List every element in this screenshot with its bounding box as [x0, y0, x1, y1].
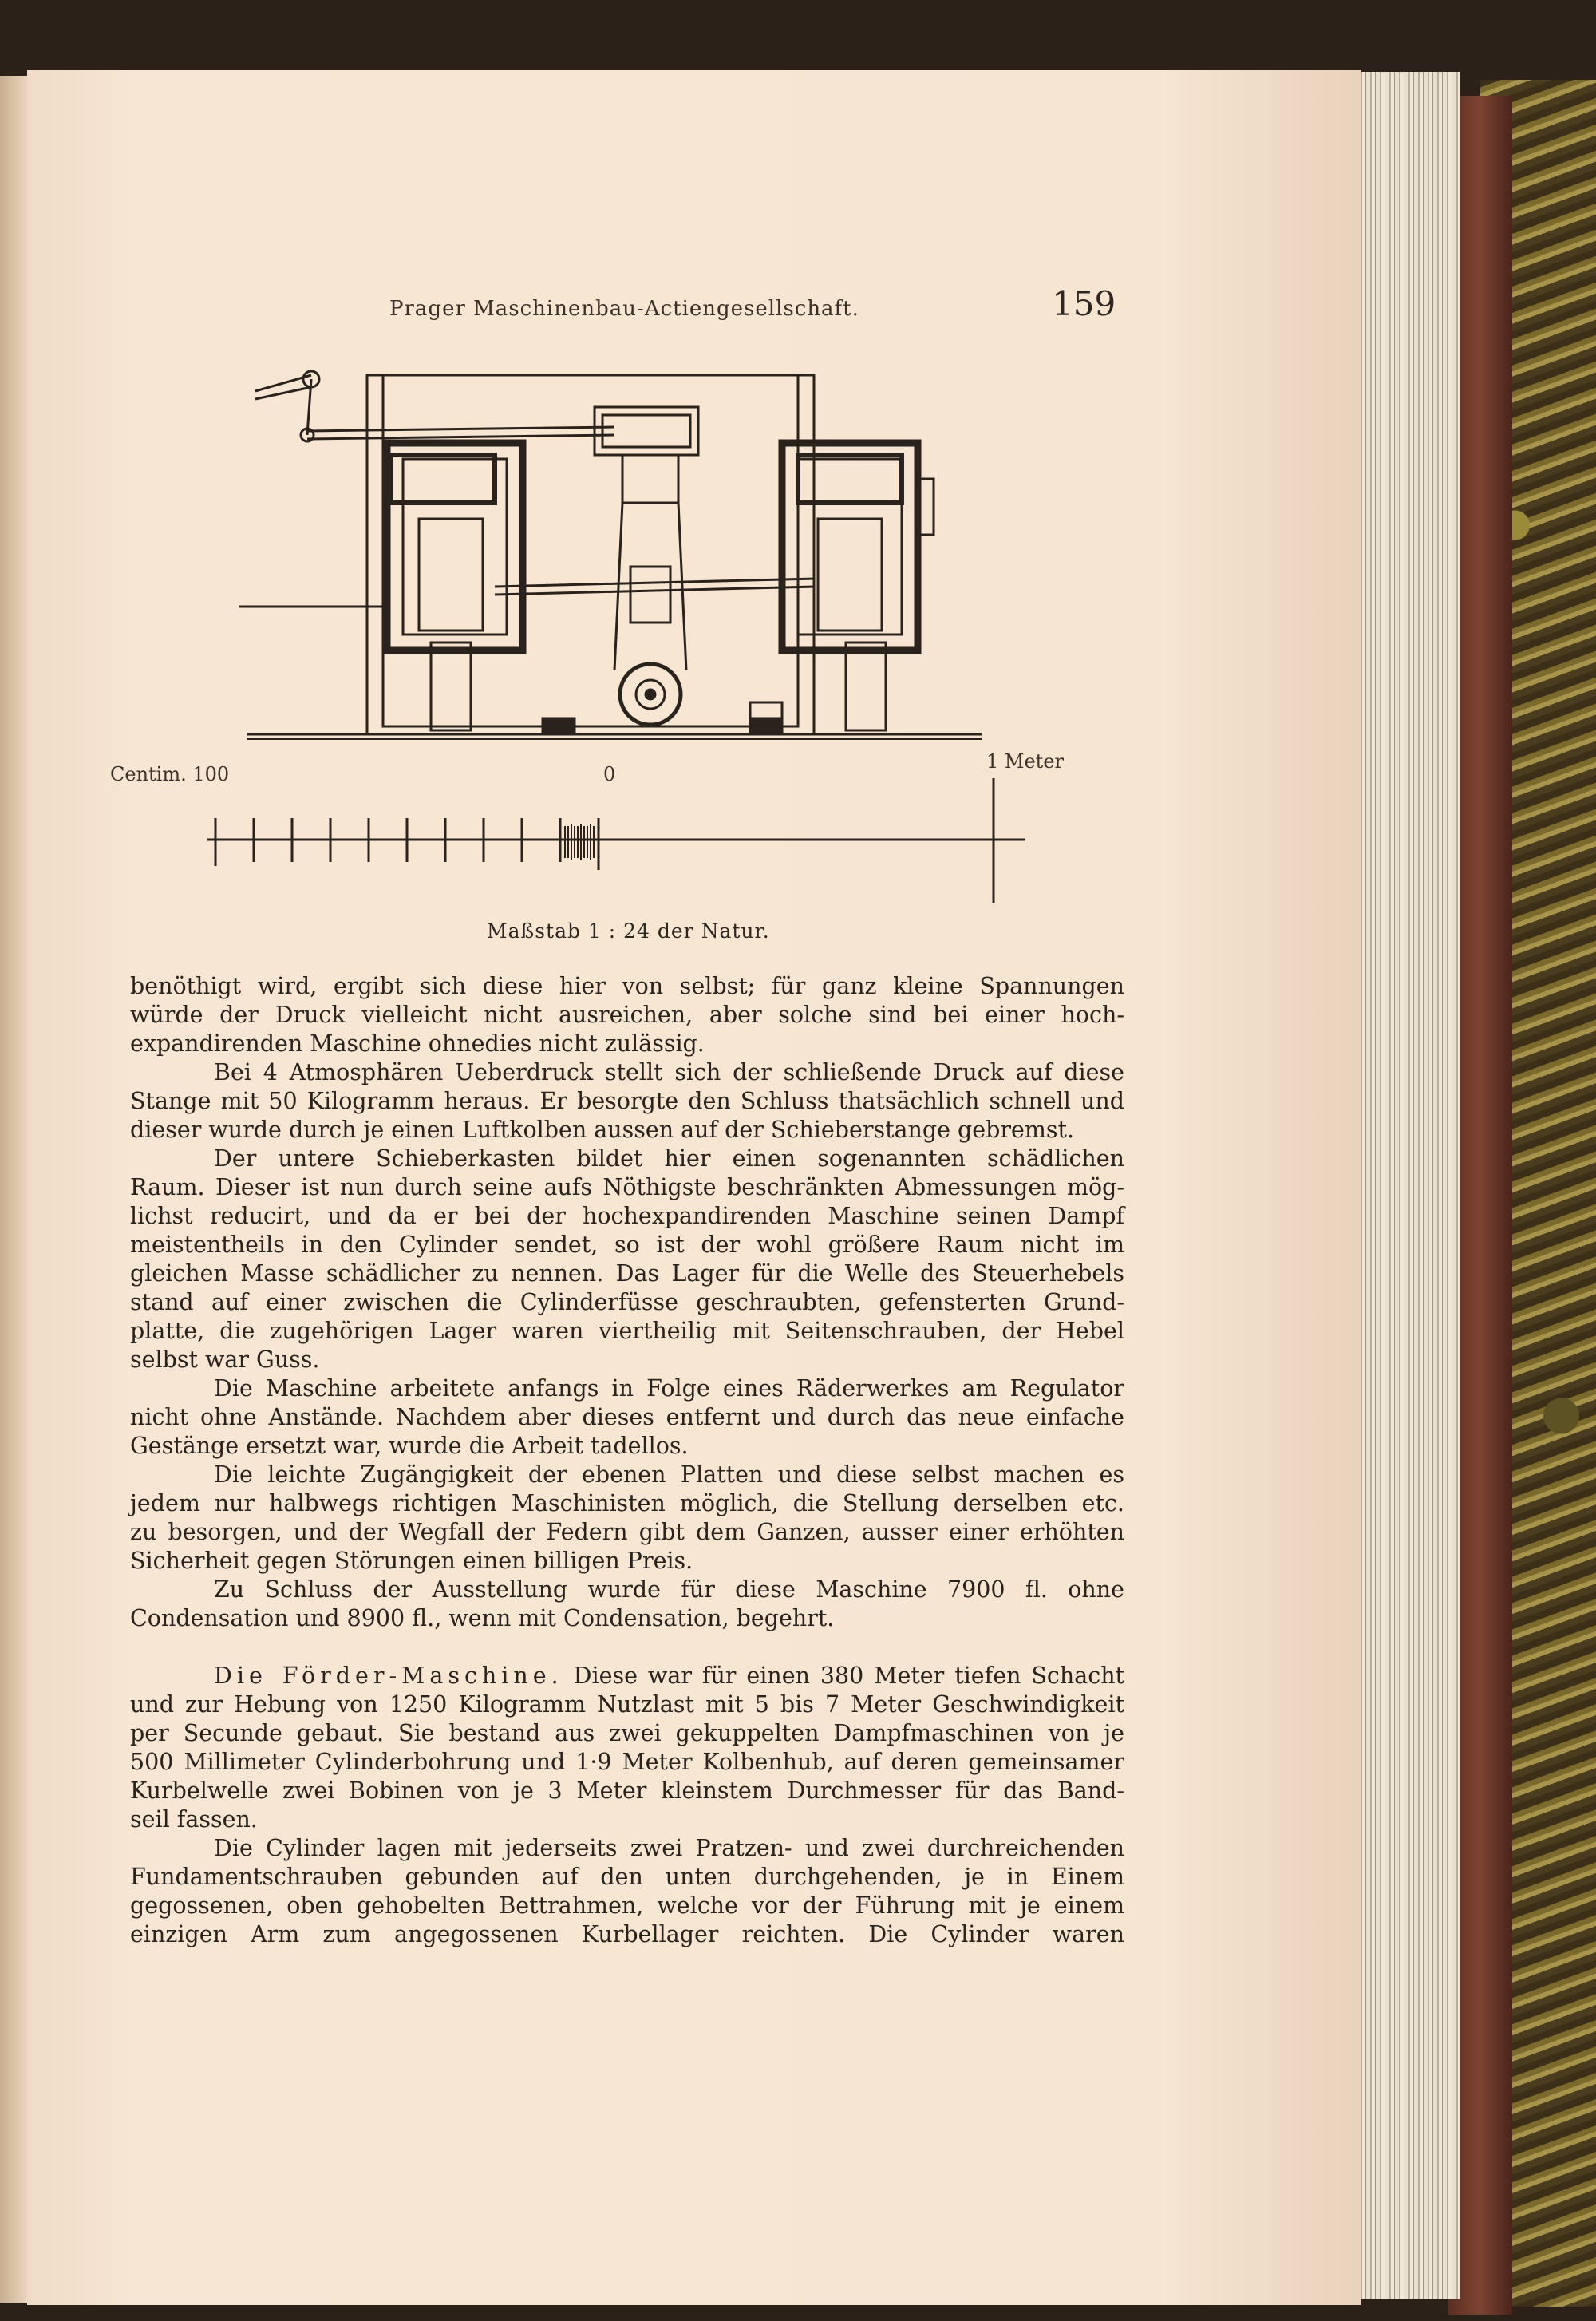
running-title: Prager Maschinenbau-Actiengesellschaft.	[389, 297, 859, 321]
text-line: Condensation und 8900 fl., wenn mit Condensation, begehrt.	[130, 1605, 835, 1631]
figure-caption: Maßstab 1 : 24 der Natur.	[487, 919, 770, 943]
text-line: dieser wurde durch je einen Luftkolben aussen auf der Schieberstange gebremst.	[130, 1117, 1075, 1143]
text-line: Die leichte Zugängigkeit der ebenen Platten und diese selbst machen es	[214, 1461, 1124, 1488]
scale-label-zero: 0	[603, 763, 616, 785]
text-line: stand auf einer zwischen die Cylinderfüsse geschraubten, gefensterten Grund-	[130, 1289, 1124, 1315]
text-line: und zur Hebung von 1250 Kilogramm Nutzlast mit 5 bis 7 Meter Geschwindigkeit	[130, 1691, 1124, 1718]
text-line: gegossenen, oben gehobelten Bettrahmen, welche vor der Führung mit je einem	[130, 1892, 1124, 1919]
text-line: Stange mit 50 Kilogramm heraus. Er besorgte den Schluss thatsächlich schnell und	[130, 1088, 1124, 1114]
section-heading: Die Förder-Maschine.	[214, 1663, 563, 1689]
engine-drawing	[239, 367, 990, 750]
text-line: Die Cylinder lagen mit jederseits zwei Pratzen- und zwei durchreichenden	[214, 1835, 1124, 1861]
text-line: zu besorgen, und der Wegfall der Federn gibt dem Ganzen, ausser einer erhöhten	[130, 1519, 1124, 1545]
page-number: 159	[1052, 284, 1116, 323]
text-line: platte, die zugehörigen Lager waren viertheilig mit Seitenschrauben, der Hebel	[130, 1318, 1124, 1344]
text-line: jedem nur halbwegs richtigen Maschinisten möglich, die Stellung derselben etc.	[130, 1490, 1124, 1516]
text-line: benöthigt wird, ergibt sich diese hier von selbst; für ganz kleine Spannungen	[130, 973, 1124, 999]
scale-label-right: 1 Meter	[986, 750, 1064, 773]
text-line: Zu Schluss der Ausstellung wurde für diese Maschine 7900 fl. ohne	[214, 1576, 1124, 1603]
text-line: meistentheils in den Cylinder sendet, so ist der wohl größere Raum nicht im	[130, 1232, 1124, 1258]
text-line: Raum. Dieser ist nun durch seine aufs Nöthigste beschränkten Abmessungen mög-	[130, 1174, 1124, 1200]
text-line: Die Maschine arbeitete anfangs in Folge eines Räderwerkes am Regulator	[214, 1375, 1124, 1402]
text-line: expandirenden Maschine ohnedies nicht zulässig.	[130, 1030, 705, 1057]
left-page-edge	[0, 76, 27, 2303]
text-line: Der untere Schieberkasten bildet hier einen sogenannten schädlichen	[214, 1145, 1124, 1172]
text-line: würde der Druck vielleicht nicht ausreichen, aber solche sind bei einer hoch-	[130, 1002, 1124, 1028]
text-line: Sicherheit gegen Störungen einen billigen Preis.	[130, 1548, 693, 1574]
text-line: gleichen Masse schädlicher zu nennen. Das Lager für die Welle des Steuerhebels	[130, 1260, 1124, 1287]
text-line	[130, 1662, 1124, 1690]
text-line: selbst war Guss.	[130, 1346, 320, 1373]
text-line: lichst reducirt, und da er bei der hochexpandirenden Maschine seinen Dampf	[130, 1203, 1124, 1229]
text-line: nicht ohne Anstände. Nachdem aber dieses entfernt und durch das neue einfache	[130, 1404, 1124, 1430]
text-line: Fundamentschrauben gebunden auf den unten durchgehenden, je in Einem	[130, 1864, 1124, 1890]
scale-bar	[104, 750, 1045, 910]
scale-label-left: Centim. 100	[110, 763, 230, 785]
text-line: 500 Millimeter Cylinderbohrung und 1·9 Meter Kolbenhub, auf deren gemeinsamer	[130, 1749, 1124, 1775]
text-line: seil fassen.	[130, 1806, 258, 1833]
text-line: Bei 4 Atmosphären Ueberdruck stellt sich der schließende Druck auf diese	[214, 1059, 1124, 1085]
text-line: per Secunde gebaut. Sie bestand aus zwei gekuppelten Dampfmaschinen von je	[130, 1720, 1124, 1746]
body-text	[130, 972, 1124, 1949]
page-edges	[1357, 72, 1460, 2299]
text-line: Diese war für einen 380 Meter tiefen Schacht	[573, 1663, 1125, 1689]
text-line: Gestänge ersetzt war, wurde die Arbeit tadellos.	[130, 1433, 689, 1459]
text-line: Kurbelwelle zwei Bobinen von je 3 Meter kleinstem Durchmesser für das Band-	[130, 1777, 1124, 1804]
text-line: einzigen Arm zum angegossenen Kurbellager reichten. Die Cylinder waren	[130, 1921, 1124, 1947]
